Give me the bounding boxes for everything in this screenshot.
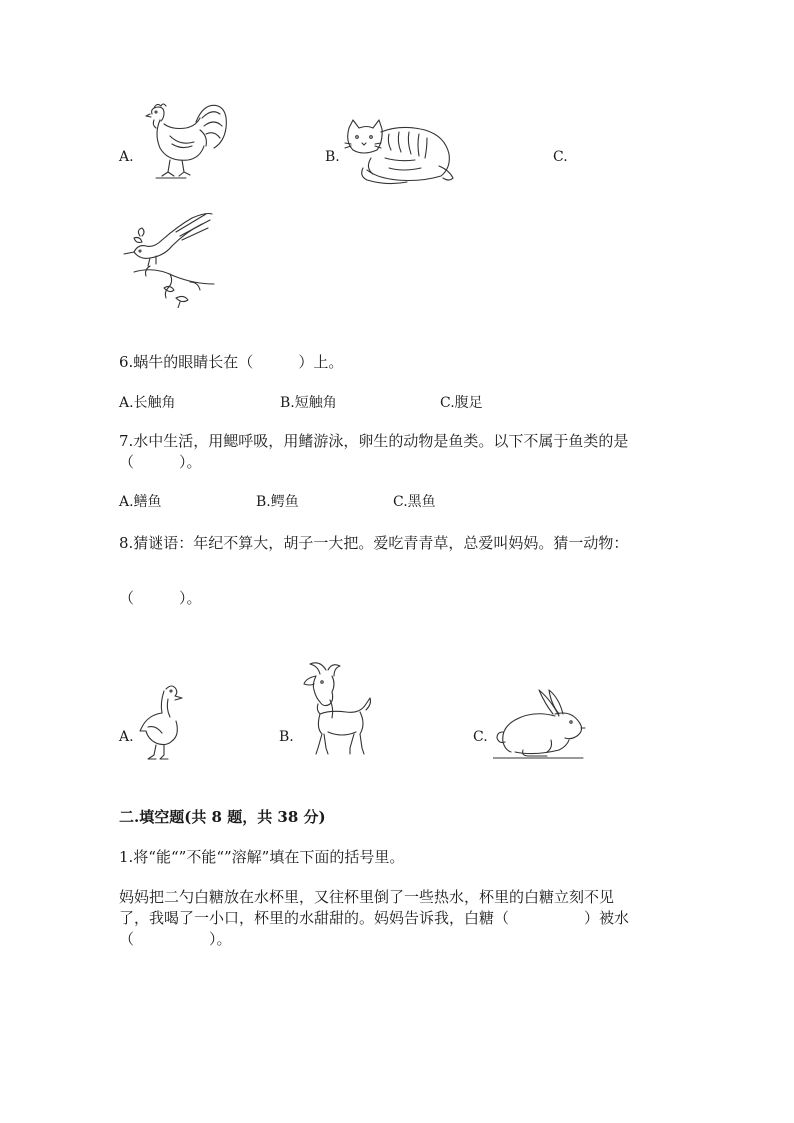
question-8-stem: 8.猜谜语：年纪不算大，胡子一大把。爱吃青青草，总爱叫妈妈。猜一动物：: [119, 534, 629, 552]
q5-option-a: A.: [119, 149, 134, 165]
fill-question-1-paragraph-line1: 妈妈把二勺白糖放在水杯里，又往杯里倒了一些热水，杯里的白糖立刻不见: [119, 888, 615, 906]
magpie-bird-icon: [120, 210, 220, 308]
q6-option-a: A.长触角: [119, 395, 176, 411]
fill-question-1-paragraph-line3: （ ）。: [119, 930, 232, 948]
question-6-stem: 6.蜗牛的眼睛长在（ ）上。: [119, 353, 344, 371]
q5-option-c: C.: [553, 149, 568, 165]
fill-question-1-paragraph-line2: 了，我喝了一小口，杯里的水甜甜的。妈妈告诉我，白糖（ ）被水: [119, 909, 630, 927]
q7-option-a: A.鳝鱼: [119, 494, 162, 510]
question-7-stem-line1: 7.水中生活，用鳃呼吸，用鳍游泳，卵生的动物是鱼类。以下不属于鱼类的是: [119, 432, 629, 450]
q6-option-b: B.短触角: [280, 395, 337, 411]
q8-option-c: C.: [473, 729, 488, 745]
rabbit-icon: [493, 688, 587, 762]
q8-option-b: B.: [279, 729, 294, 745]
q7-option-c: C.黑鱼: [393, 494, 436, 510]
section-2-title: 二.填空题(共 8 题，共 38 分): [119, 808, 326, 826]
rooster-icon: [140, 100, 232, 182]
question-8-blank: （ ）。: [119, 589, 202, 607]
q5-option-b: B.: [325, 149, 340, 165]
goat-icon: [300, 660, 376, 758]
cat-icon: [343, 118, 455, 186]
duck-icon: [138, 683, 184, 763]
fill-question-1-stem: 1.将“能“”不能“”溶解”填在下面的括号里。: [119, 848, 405, 866]
q7-option-b: B.鳄鱼: [256, 494, 299, 510]
q6-option-c: C.腹足: [440, 395, 483, 411]
question-7-stem-line2: （ ）。: [119, 453, 202, 471]
q8-option-a: A.: [119, 729, 134, 745]
